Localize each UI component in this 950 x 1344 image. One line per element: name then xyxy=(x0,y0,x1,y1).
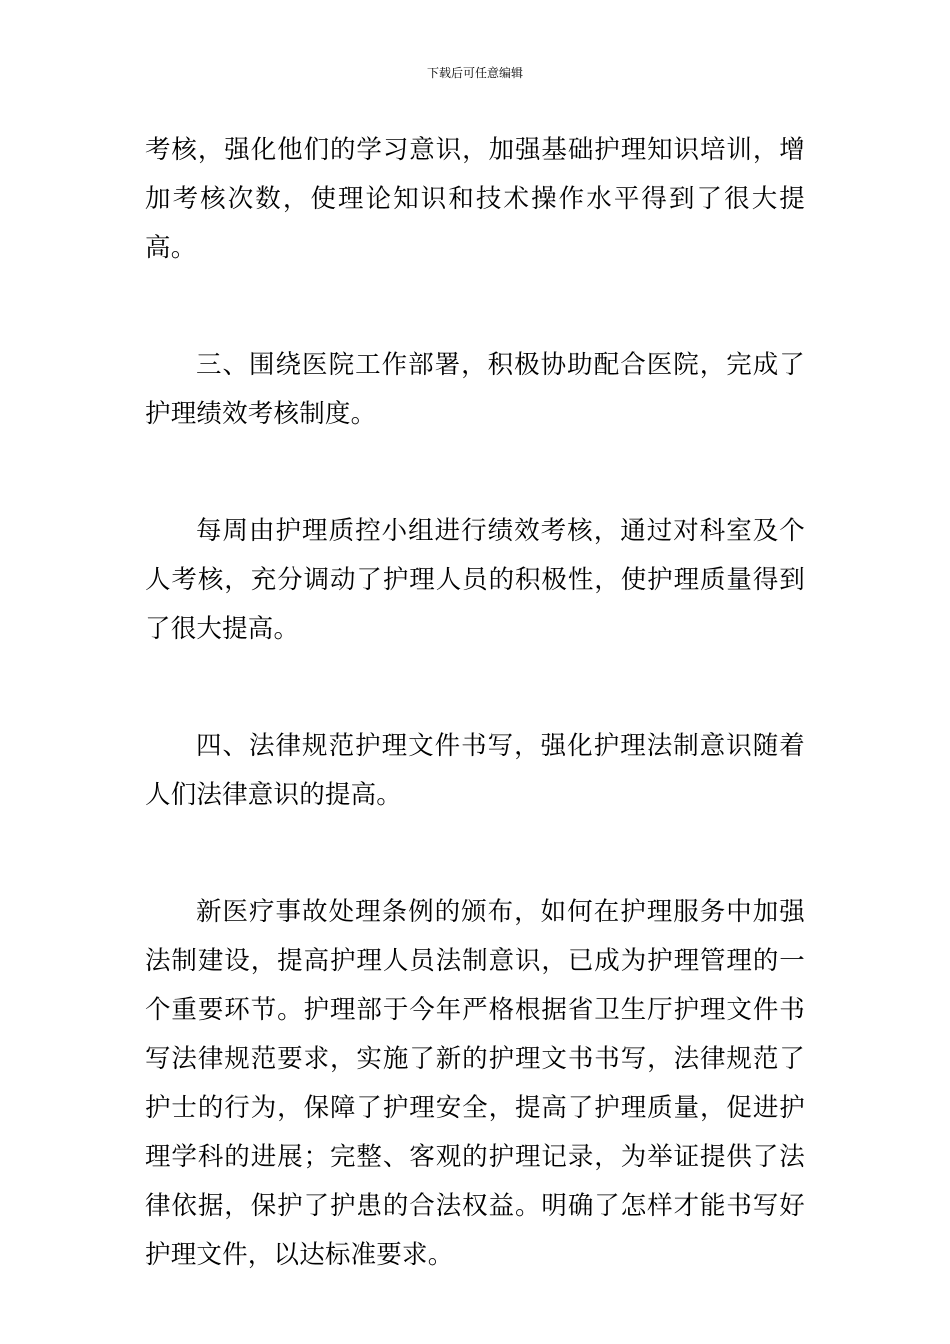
paragraph-4: 四、法律规范护理文件书写，强化护理法制意识随着人们法律意识的提高。 xyxy=(145,731,805,810)
document-body xyxy=(145,126,805,1280)
paragraph-2: 三、围绕医院工作部署，积极协助配合医院，完成了护理绩效考核制度。 xyxy=(145,350,805,429)
paragraph-1: 考核，强化他们的学习意识，加强基础护理知识培训，增加考核次数，使理论知识和技术操作水平得到了很大提高。 xyxy=(145,135,805,263)
paragraph-3: 每周由护理质控小组进行绩效考核，通过对科室及个人考核，充分调动了护理人员的积极性，使护理质量得到了很大提高。 xyxy=(145,516,805,644)
paragraph-5: 新医疗事故处理条例的颁布，如何在护理服务中加强法制建设，提高护理人员法制意识，已成为护理管理的一个重要环节。护理部于今年严格根据省卫生厅护理文件书写法律规范要求，实施了新的护理文书书写，法律规范了护士的行为，保障了护理安全，提高了护理质量，促进护理学科的进展；完整、客观的护理记录，为举证提供了法律依据，保护了护患的合法权益。明确了怎样才能书写好护理文件，以达标准要求。 xyxy=(145,897,805,1270)
page-header-note: 下载后可任意编辑 xyxy=(426,66,523,80)
